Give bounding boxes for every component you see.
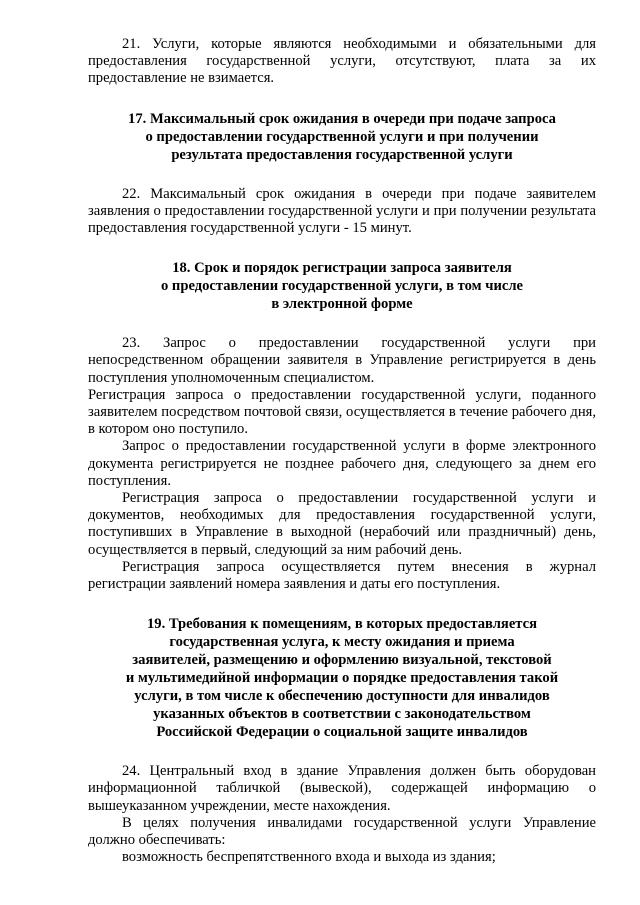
- paragraph-24-disabled: В целях получения инвалидами государственной услуги Управление должно обеспечивать:: [88, 814, 596, 849]
- heading-line: заявителей, размещению и оформлению визуальной, текстовой: [132, 652, 552, 669]
- heading-line: и мультимедийной информации о порядке предоставления такой: [125, 670, 559, 687]
- paragraph-24: 24. Центральный вход в здание Управления должен быть оборудован информационной табличкой (вывеской), содержащей информацию о вышеуказанном учреждении, месте нахождения.: [88, 763, 596, 814]
- heading-line: 18. Срок и порядок регистрации запроса заявителя: [172, 260, 512, 277]
- paragraph-23-electronic: Запрос о предоставлении государственной услуги в форме электронного документа регистрируется не позднее рабочего дня, следующего за днем его поступления.: [88, 438, 596, 489]
- document-page: [88, 36, 596, 866]
- paragraph-23-holiday: Регистрация запроса о предоставлении государственной услуги и документов, необходимых для предоставления государственной услуги, поступивших в Управление в выходной (нерабочий или праздничный) день, осуществляется в первый, следующий за ним рабочий день.: [88, 490, 596, 558]
- heading-line: результата предоставления государственной услуги: [171, 146, 513, 163]
- heading-line: в электронной форме: [271, 296, 413, 313]
- paragraph-22: 22. Максимальный срок ожидания в очереди при подаче заявителем заявления о предоставлении государственной услуги и при получении результата предоставления государственной услуги - 15 минут.: [88, 185, 596, 237]
- paragraph-24-access: возможность беспрепятственного входа и выхода из здания;: [122, 849, 496, 866]
- heading-line: указанных объектов в соответствии с законодательством: [153, 706, 531, 723]
- paragraph-23: 23. Запрос о предоставлении государственной услуги при непосредственном обращении заявителя в Управление регистрируется в день поступления уполномоченным специалистом.: [88, 335, 596, 386]
- heading-line: о предоставлении государственной услуги, в том числе: [160, 278, 523, 295]
- heading-line: услуги, в том числе к обеспечению доступности для инвалидов: [134, 688, 550, 705]
- heading-line: 19. Требования к помещениям, в которых предоставляется: [146, 616, 538, 633]
- section-heading-17: [88, 110, 596, 164]
- paragraph-21: 21. Услуги, которые являются необходимыми и обязательными для предоставления государственной услуги, отсутствуют, плата за их предоставление не взимается.: [88, 36, 596, 87]
- section-heading-19: [88, 615, 596, 741]
- heading-line: о предоставлении государственной услуги и при получении: [145, 128, 539, 145]
- heading-line: государственная услуга, к месту ожидания и приема: [169, 634, 515, 651]
- heading-line: Российской Федерации о социальной защите инвалидов: [156, 724, 528, 741]
- heading-line: 17. Максимальный срок ожидания в очереди при подаче запроса: [128, 110, 556, 127]
- paragraph-23-journal: Регистрация запроса осуществляется путем внесения в журнал регистрации заявлений номера заявления и даты его поступления.: [88, 558, 596, 593]
- section-heading-18: [88, 259, 596, 313]
- paragraph-23-postal: Регистрация запроса о предоставлении государственной услуги, поданного заявителем посредством почтовой связи, осуществляется в течение рабочего дня, в котором оно поступило.: [88, 386, 596, 438]
